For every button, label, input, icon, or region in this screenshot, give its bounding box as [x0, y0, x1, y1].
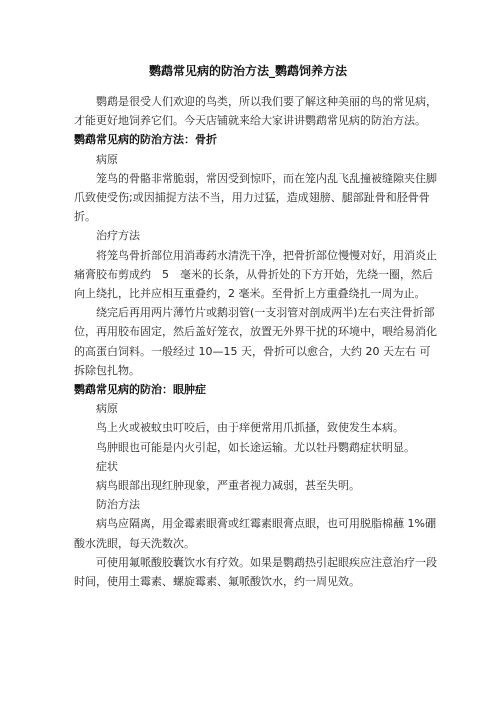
- fracture-cause-label: 病原: [96, 152, 118, 166]
- eye-symptom-label: 症状: [96, 459, 118, 473]
- eye-treatment-text-2: 可使用氟哌酸胶囊饮水有疗效。如果是鹦鹉热引起眼疾应注意治疗一段时间，使用土霉素、螺旋霉素、氟哌酸饮水，约一周见效。: [74, 555, 437, 589]
- eye-cause-text-1: 鸟上火或被蚊虫叮咬后，由于痒便常用爪抓搔，致使发生本病。: [96, 421, 404, 435]
- eye-symptom-text: 病鸟眼部出现红肿现象，严重者视力减弱，甚至失明。: [96, 479, 360, 493]
- section-heading-eye-swelling: 鹦鹉常见病的防治：眼肿症: [74, 383, 206, 397]
- page-title: 鹦鹉常见病的防治方法_鹦鹉饲养方法: [148, 64, 347, 78]
- fracture-treatment-label: 治疗方法: [96, 229, 140, 243]
- fracture-treatment-text-1: 将笼鸟骨折部位用消毒药水清洗干净，把骨折部位慢慢对好，用消炎止痛膏胶布剪成约 5 毫米的长条，从骨折处的下方开始，先绕一圈，然后向上绕扎，比并应相互重叠约，2 毫米。至骨折上方重叠绕扎一周为止。: [74, 248, 437, 301]
- eye-cause-label: 病原: [96, 402, 118, 416]
- intro-paragraph: 鹦鹉是很受人们欢迎的鸟类，所以我们要了解这种美丽的鸟的常见病，才能更好地饲养它们。今天店铺就来给大家讲讲鹦鹉常见病的防治方法。: [74, 95, 437, 128]
- document-body: [74, 92, 438, 591]
- fracture-cause-text: 笼鸟的骨骼非常脆弱，常因受到惊吓，而在笼内乱飞乱撞被缝隙夹住脚爪致使受伤;或因捕捉方法不当，用力过猛，造成翅膀、腿部趾骨和胫骨骨折。: [74, 171, 437, 224]
- fracture-treatment-text-2: 绕完后再用两片薄竹片或鹅羽管(一支羽管对剖成两半)左右夹注骨折部位，再用胶布固定，然后盖好笼衣，放置无外界干扰的环境中，喂给易消化的高蛋白饲料。一般经过 10—15 天，骨折可以愈合，大约 20 天左右 可拆除包扎物。: [74, 306, 437, 377]
- eye-treatment-label: 防治方法: [96, 498, 140, 512]
- eye-cause-text-2: 鸟肿眼也可能是内火引起，如长途运输。尤以牡丹鹦鹉症状明显。: [96, 440, 415, 454]
- eye-treatment-text-1: 病鸟应隔离，用金霉素眼膏或红霉素眼膏点眼，也可用脱脂棉蘸 1%硼酸水洗眼，每天洗数次。: [74, 517, 436, 550]
- section-heading-fracture: 鹦鹉常见病的防治方法：骨折: [74, 133, 217, 147]
